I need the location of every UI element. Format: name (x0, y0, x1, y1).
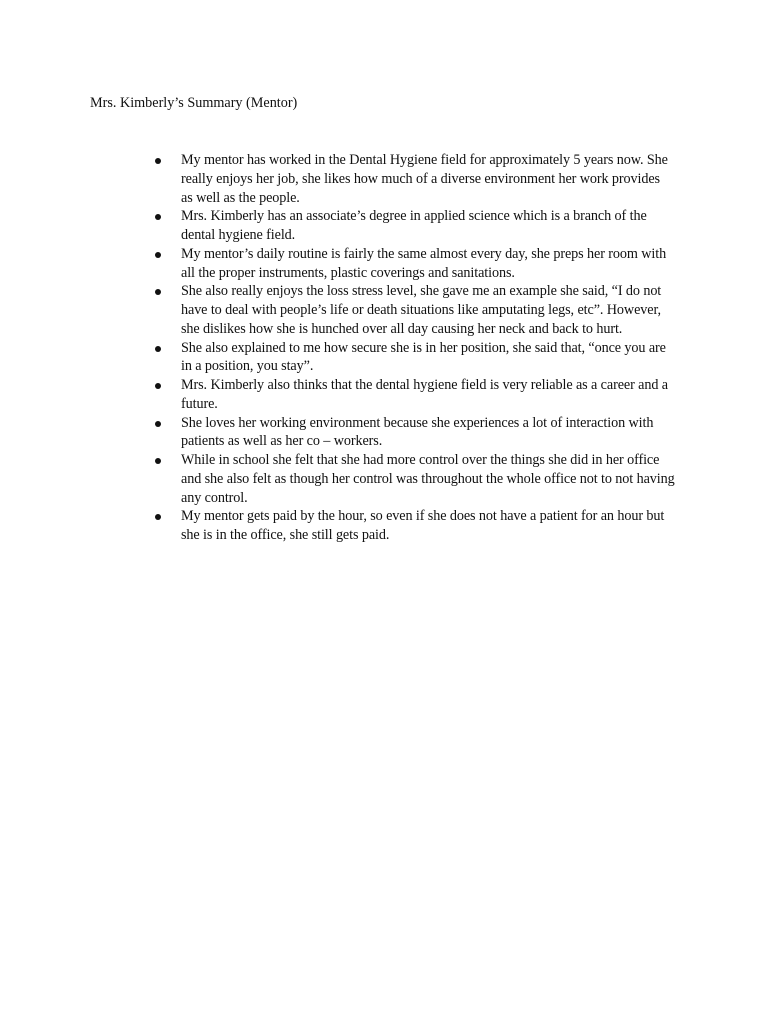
bullet-text: She also really enjoys the loss stress level, she gave me an example she said, “I do not have to deal with people’s life or death situations like amputating legs, etc”. However, she dislikes how she is hunched over all day causing her neck and back to hurt. (181, 283, 662, 337)
bullet-dot-icon (155, 158, 161, 164)
bullet-dot-icon (155, 458, 161, 464)
bullet-item (155, 451, 675, 507)
bullet-item (155, 282, 675, 338)
bullet-item (155, 376, 675, 414)
bullet-text: She loves her working environment because she experiences a lot of interaction with patients as well as her co – workers. (181, 414, 654, 450)
bullet-item (155, 245, 675, 283)
bullet-text: Mrs. Kimberly also thinks that the dental hygiene field is very reliable as a career and a future. (181, 377, 668, 412)
bullet-item (155, 207, 675, 245)
bullet-dot-icon (155, 514, 161, 520)
bullet-item (155, 151, 675, 207)
bullet-dot-icon (155, 252, 161, 258)
bullet-text: She also explained to me how secure she is in her position, she said that, “once you are in a position, you stay”. (181, 339, 666, 375)
bullet-dot-icon (155, 346, 161, 352)
bullet-dot-icon (155, 214, 161, 220)
bullet-item (155, 414, 675, 452)
bullet-text: Mrs. Kimberly has an associate’s degree in applied science which is a branch of the dental hygiene field. (181, 208, 647, 243)
bullet-dot-icon (155, 383, 161, 389)
bullet-text: While in school she felt that she had more control over the things she did in her office and she also felt as though her control was throughout the whole office not to not having any control. (181, 452, 675, 506)
summary-bullet-list (155, 151, 675, 545)
bullet-dot-icon (155, 289, 161, 295)
bullet-text: My mentor has worked in the Dental Hygiene field for approximately 5 years now. She really enjoys her job, she likes how much of a diverse environment her work provides as well as the people. (181, 152, 668, 206)
bullet-item (155, 507, 675, 545)
bullet-item (155, 339, 675, 377)
bullet-dot-icon (155, 421, 161, 427)
document-title: Mrs. Kimberly’s Summary (Mentor) (90, 95, 298, 111)
bullet-text: My mentor gets paid by the hour, so even if she does not have a patient for an hour but she is in the office, she still gets paid. (181, 508, 665, 543)
bullet-text: My mentor’s daily routine is fairly the same almost every day, she preps her room with all the proper instruments, plastic coverings and sanitations. (181, 245, 667, 281)
